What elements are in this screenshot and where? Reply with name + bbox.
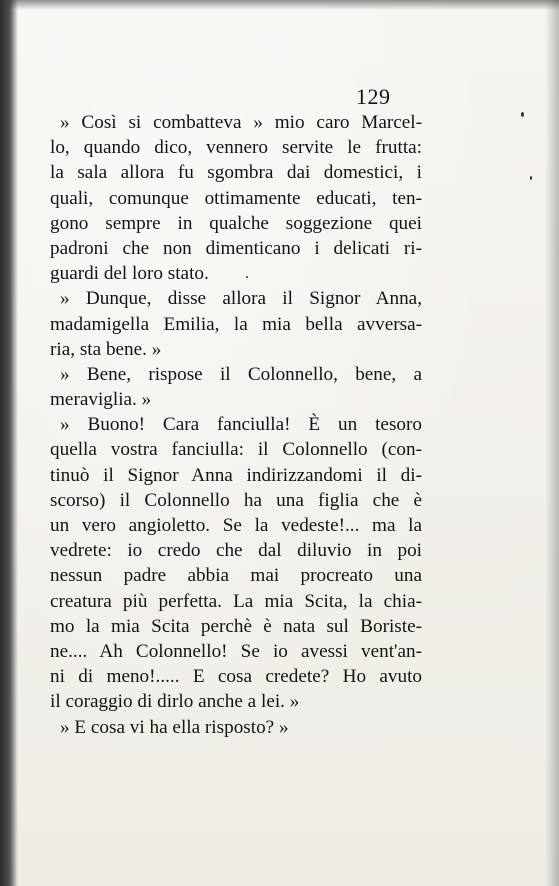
text-line: guardi del loro stato. xyxy=(50,263,209,285)
text-line: » Dunque, disse allora il Signor Anna, xyxy=(60,288,422,310)
text-line: nessun padre abbia mai procreato una xyxy=(50,565,422,587)
text-line: » Così si combatteva » mio caro Marcel- xyxy=(60,112,422,133)
text-line: scorso) il Colonnello ha una figlia che è xyxy=(50,489,422,511)
text-line: madamigella Emilia, la mia bella avversa- xyxy=(50,313,422,335)
text-line: tinuò il Signor Anna indirizzandomi il di- xyxy=(50,464,422,486)
text-line: quella vostra fanciulla: il Colonnello (con- xyxy=(50,439,422,461)
scan-speck xyxy=(530,176,532,180)
text-line: meraviglia. » xyxy=(50,389,152,411)
text-line: » Buono! Cara fanciulla! È un tesoro xyxy=(60,414,422,436)
text-line: » Bene, rispose il Colonnello, bene, a xyxy=(60,363,422,385)
text-line: la sala allora fu sgombra dai domestici, i xyxy=(50,162,422,184)
text-line: vedrete: io credo che dal diluvio in poi xyxy=(50,540,422,562)
text-line: ria, sta bene. » xyxy=(50,338,162,360)
page-right-edge-shadow xyxy=(545,0,559,886)
text-line: lo, quando dico, vennero servite le frutta: xyxy=(50,137,422,159)
scan-speck xyxy=(521,112,524,117)
text-line: gono sempre in qualche soggezione quei xyxy=(50,212,422,234)
text-line: mo la mia Scita perchè è nata sul Boriste- xyxy=(50,615,422,637)
text-line: il coraggio di dirlo anche a lei. » xyxy=(50,691,300,713)
body-text xyxy=(50,110,422,740)
text-line: un vero angioletto. Se la vedeste!... ma la xyxy=(50,515,422,536)
text-line: padroni che non dimenticano i delicati ri- xyxy=(50,237,422,259)
page-top-edge-shadow xyxy=(0,0,559,10)
text-line: » E cosa vi ha ella risposto? » xyxy=(60,716,289,738)
text-line: ne.... Ah Colonnello! Se io avessi vent'an- xyxy=(50,640,422,662)
text-line: ni di meno!..... E cosa credete? Ho avuto xyxy=(50,666,422,688)
page-gutter-shadow xyxy=(0,0,18,886)
text-line: quali, comunque ottimamente educati, ten- xyxy=(50,187,422,209)
text-line: creatura più perfetta. La mia Scita, la chia- xyxy=(50,590,422,612)
scan-speck xyxy=(246,276,248,278)
page-number: 129 xyxy=(356,84,391,109)
